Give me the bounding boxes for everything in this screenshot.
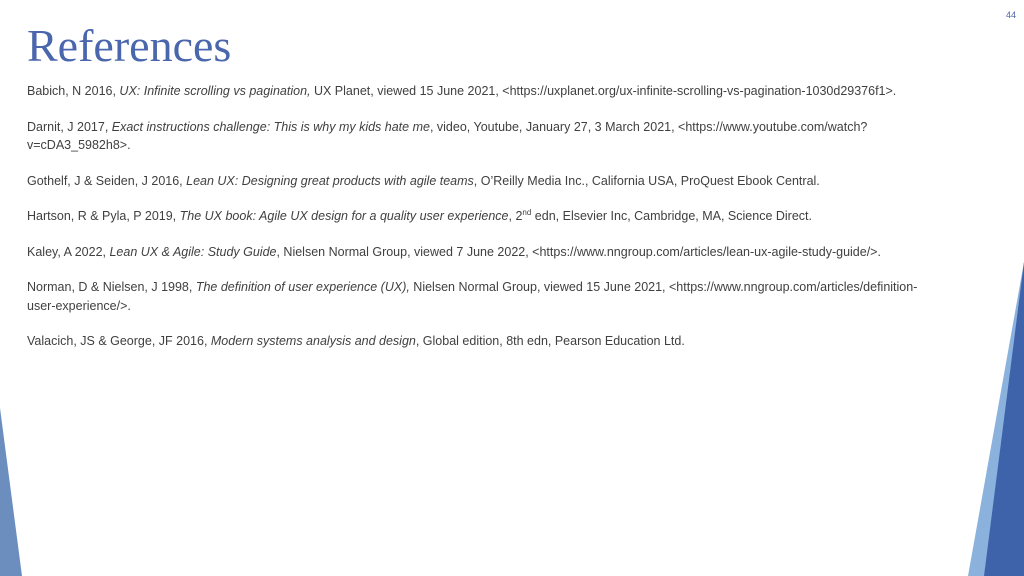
work-title: Lean UX: Designing great products with agile teams: [186, 173, 474, 188]
work-title: Exact instructions challenge: This is why my kids hate me: [111, 119, 430, 134]
reference-item: Darnit, J 2017, Exact instructions challenge: This is why my kids hate me, video, Youtube, January 27, 3 March 2021, <https://www.youtube.com/watch?v=cDA3_5982h8>.: [27, 119, 868, 152]
slide-title: References: [27, 20, 232, 71]
reference-item: Kaley, A 2022, Lean UX & Agile: Study Guide, Nielsen Normal Group, viewed 7 June 2022, <https://www.nngroup.com/articles/lean-ux-agile-study-guide/>.: [27, 244, 881, 259]
reference-list: [27, 82, 927, 368]
ordinal-superscript: nd: [522, 207, 532, 217]
work-title: UX: Infinite scrolling vs pagination,: [119, 84, 311, 98]
work-title: Modern systems analysis and design: [210, 334, 416, 348]
work-title: Lean UX & Agile: Study Guide: [109, 244, 277, 259]
left-accent-bar: [0, 408, 22, 576]
reference-item: Norman, D & Nielsen, J 1998, The definition of user experience (UX), Nielsen Normal Group, viewed 15 June 2021, <https://www.nngroup.com/articles/definition-user-experience/>.: [27, 280, 918, 313]
reference-item: Hartson, R & Pyla, P 2019, The UX book: Agile UX design for a quality user experience, 2nd edn, Elsevier Inc, Cambridge, MA, Science Direct.: [27, 207, 812, 223]
reference-item: Gothelf, J & Seiden, J 2016, Lean UX: Designing great products with agile teams, O’Reilly Media Inc., California USA, ProQuest Ebook Central.: [27, 173, 820, 188]
reference-item: Babich, N 2016, UX: Infinite scrolling vs pagination, UX Planet, viewed 15 June 2021, <https://uxplanet.org/ux-infinite-scrolling-vs-pagination-1030d29376f1>.: [27, 84, 897, 98]
reference-item: Valacich, JS & George, JF 2016, Modern systems analysis and design, Global edition, 8th edn, Pearson Education Ltd.: [27, 334, 685, 348]
work-title: The definition of user experience (UX),: [195, 280, 410, 294]
page-number: 44: [1005, 10, 1016, 20]
work-title: The UX book: Agile UX design for a quality user experience: [179, 209, 509, 223]
right-accent-dark: [984, 262, 1024, 576]
